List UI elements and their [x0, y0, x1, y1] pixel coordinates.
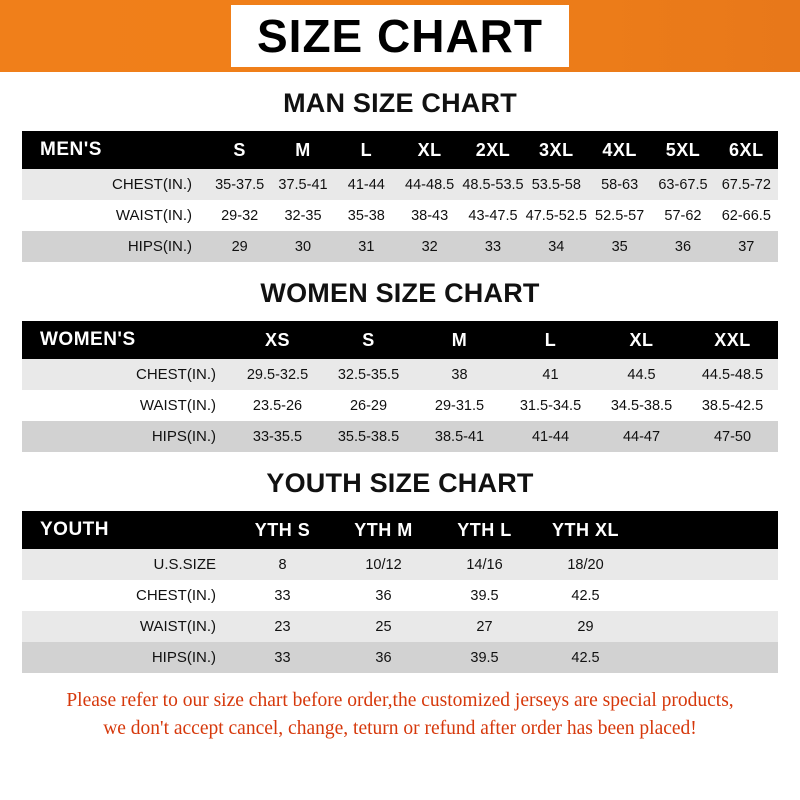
women-cell-2-2: 38.5-41	[414, 421, 505, 452]
table-header-row	[22, 131, 778, 169]
youth-cell-3-0: 33	[232, 642, 333, 673]
women-col-0: XS	[232, 321, 323, 359]
women-cell-1-1: 26-29	[323, 390, 414, 421]
men-cell-1-0: 29-32	[208, 200, 271, 231]
women-header-label: WOMEN'S	[22, 321, 232, 359]
men-cell-0-3: 44-48.5	[398, 169, 461, 200]
page-title: SIZE CHART	[231, 5, 569, 67]
footer-line-2: we don't accept cancel, change, teturn or refund after order has been placed!	[103, 718, 697, 739]
youth-cell-3-2: 39.5	[434, 642, 535, 673]
women-col-3: L	[505, 321, 596, 359]
table-row	[22, 642, 778, 673]
section-title-women: WOMEN SIZE CHART	[260, 278, 540, 308]
men-cell-0-5: 53.5-58	[525, 169, 588, 200]
table-row	[22, 421, 778, 452]
men-col-8: 6XL	[715, 131, 778, 169]
women-cell-0-1: 32.5-35.5	[323, 359, 414, 390]
women-col-1: S	[323, 321, 414, 359]
women-cell-2-5: 47-50	[687, 421, 778, 452]
table-header-row	[22, 511, 778, 549]
youth-header-label: YOUTH	[22, 511, 232, 549]
youth-row-label-3: HIPS(IN.)	[22, 642, 232, 673]
men-col-1: M	[271, 131, 334, 169]
men-cell-2-8: 37	[715, 231, 778, 262]
women-cell-0-2: 38	[414, 359, 505, 390]
men-cell-2-5: 34	[525, 231, 588, 262]
men-cell-2-6: 35	[588, 231, 651, 262]
men-row-label-1: WAIST(IN.)	[22, 200, 208, 231]
table-row	[22, 200, 778, 231]
men-cell-0-6: 58-63	[588, 169, 651, 200]
youth-cell-1-2: 39.5	[434, 580, 535, 611]
youth-row-label-2: WAIST(IN.)	[22, 611, 232, 642]
women-row-label-1: WAIST(IN.)	[22, 390, 232, 421]
men-col-4: 2XL	[461, 131, 524, 169]
women-cell-1-3: 31.5-34.5	[505, 390, 596, 421]
table-row	[22, 390, 778, 421]
men-cell-0-2: 41-44	[335, 169, 398, 200]
women-cell-1-0: 23.5-26	[232, 390, 323, 421]
header-banner	[0, 0, 800, 72]
women-cell-1-2: 29-31.5	[414, 390, 505, 421]
youth-cell-3-1: 36	[333, 642, 434, 673]
youth-cell-1-1: 36	[333, 580, 434, 611]
youth-cell-1-0: 33	[232, 580, 333, 611]
men-cell-0-1: 37.5-41	[271, 169, 334, 200]
men-col-5: 3XL	[525, 131, 588, 169]
women-col-5: XXL	[687, 321, 778, 359]
youth-col-spacer	[636, 511, 778, 549]
youth-cell-0-3: 18/20	[535, 549, 636, 580]
youth-cell-0-1: 10/12	[333, 549, 434, 580]
table-row	[22, 580, 778, 611]
men-cell-2-3: 32	[398, 231, 461, 262]
youth-cell-0-2: 14/16	[434, 549, 535, 580]
men-cell-1-4: 43-47.5	[461, 200, 524, 231]
women-cell-2-0: 33-35.5	[232, 421, 323, 452]
women-cell-0-4: 44.5	[596, 359, 687, 390]
youth-cell-1-spacer	[636, 580, 778, 611]
men-cell-2-4: 33	[461, 231, 524, 262]
men-cell-2-0: 29	[208, 231, 271, 262]
men-cell-0-0: 35-37.5	[208, 169, 271, 200]
men-cell-1-5: 47.5-52.5	[525, 200, 588, 231]
youth-cell-3-spacer	[636, 642, 778, 673]
men-cell-2-2: 31	[335, 231, 398, 262]
youth-cell-1-3: 42.5	[535, 580, 636, 611]
men-col-6: 4XL	[588, 131, 651, 169]
men-cell-1-3: 38-43	[398, 200, 461, 231]
men-cell-0-4: 48.5-53.5	[461, 169, 524, 200]
men-row-label-2: HIPS(IN.)	[22, 231, 208, 262]
footer-line-1: Please refer to our size chart before order,the customized jerseys are special products,	[66, 690, 734, 711]
women-col-4: XL	[596, 321, 687, 359]
men-cell-1-1: 32-35	[271, 200, 334, 231]
men-cell-0-7: 63-67.5	[651, 169, 714, 200]
youth-col-0: YTH S	[232, 511, 333, 549]
youth-cell-2-1: 25	[333, 611, 434, 642]
youth-cell-2-2: 27	[434, 611, 535, 642]
men-cell-2-7: 36	[651, 231, 714, 262]
table-row	[22, 359, 778, 390]
men-cell-2-1: 30	[271, 231, 334, 262]
women-row-label-2: HIPS(IN.)	[22, 421, 232, 452]
table-header-row	[22, 321, 778, 359]
women-cell-2-4: 44-47	[596, 421, 687, 452]
youth-cell-2-3: 29	[535, 611, 636, 642]
men-cell-0-8: 67.5-72	[715, 169, 778, 200]
men-row-label-0: CHEST(IN.)	[22, 169, 208, 200]
chart-content	[0, 88, 800, 743]
men-cell-1-7: 57-62	[651, 200, 714, 231]
youth-cell-2-0: 23	[232, 611, 333, 642]
men-header-label: MEN'S	[22, 131, 208, 169]
women-cell-1-4: 34.5-38.5	[596, 390, 687, 421]
table-row	[22, 549, 778, 580]
footer-disclaimer	[22, 687, 778, 743]
men-col-3: XL	[398, 131, 461, 169]
youth-cell-2-spacer	[636, 611, 778, 642]
women-cell-0-3: 41	[505, 359, 596, 390]
table-row	[22, 169, 778, 200]
women-cell-0-5: 44.5-48.5	[687, 359, 778, 390]
men-size-table	[22, 131, 778, 262]
men-col-7: 5XL	[651, 131, 714, 169]
youth-cell-0-0: 8	[232, 549, 333, 580]
youth-row-label-0: U.S.SIZE	[22, 549, 232, 580]
men-col-2: L	[335, 131, 398, 169]
women-col-2: M	[414, 321, 505, 359]
women-row-label-0: CHEST(IN.)	[22, 359, 232, 390]
section-title-youth: YOUTH SIZE CHART	[266, 468, 534, 498]
table-row	[22, 231, 778, 262]
women-cell-2-1: 35.5-38.5	[323, 421, 414, 452]
table-row	[22, 611, 778, 642]
men-cell-1-6: 52.5-57	[588, 200, 651, 231]
women-cell-0-0: 29.5-32.5	[232, 359, 323, 390]
women-cell-2-3: 41-44	[505, 421, 596, 452]
section-title-men: MAN SIZE CHART	[283, 88, 517, 118]
women-size-table	[22, 321, 778, 452]
youth-col-1: YTH M	[333, 511, 434, 549]
men-cell-1-2: 35-38	[335, 200, 398, 231]
youth-cell-0-spacer	[636, 549, 778, 580]
youth-row-label-1: CHEST(IN.)	[22, 580, 232, 611]
women-cell-1-5: 38.5-42.5	[687, 390, 778, 421]
youth-cell-3-3: 42.5	[535, 642, 636, 673]
men-col-0: S	[208, 131, 271, 169]
men-cell-1-8: 62-66.5	[715, 200, 778, 231]
youth-col-3: YTH XL	[535, 511, 636, 549]
youth-col-2: YTH L	[434, 511, 535, 549]
youth-size-table	[22, 511, 778, 673]
